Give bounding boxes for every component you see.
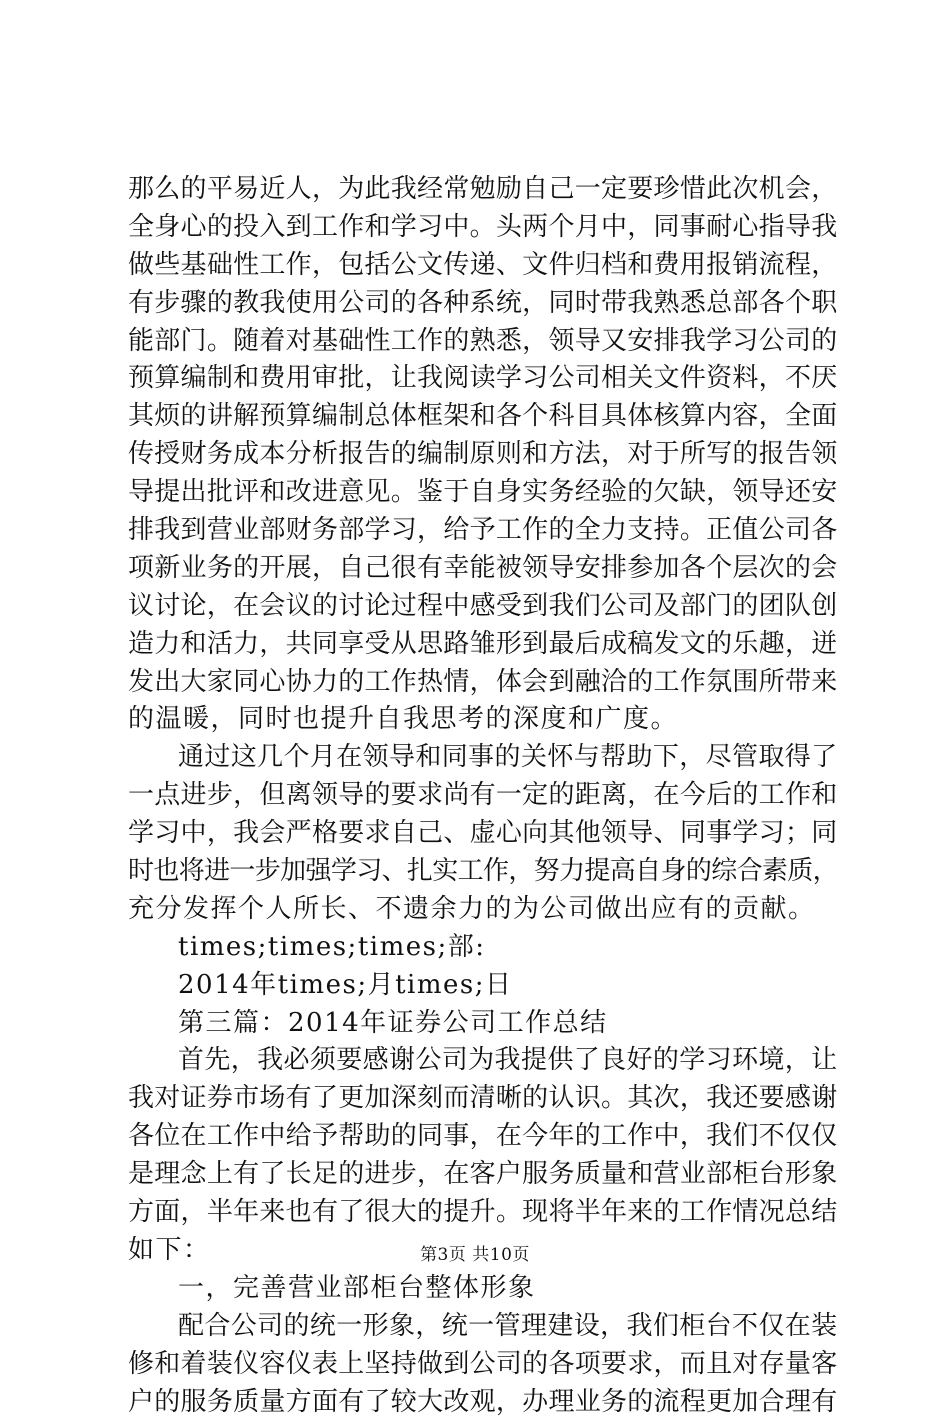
text-line: 能部门。随着对基础性工作的熟悉，领导又安排我学习公司的	[128, 323, 838, 361]
text-line: 一点进步，但离领导的要求尚有一定的距离，在今后的工作和	[128, 777, 838, 815]
text-line: 发出大家同心协力的工作热情，体会到融洽的工作氛围所带来	[128, 664, 838, 702]
text-line: 议讨论，在会议的讨论过程中感受到我们公司及部门的团队创	[128, 588, 838, 626]
text-line: 预算编制和费用审批，让我阅读学习公司相关文件资料，不厌	[128, 360, 838, 398]
text-line: 各位在工作中给予帮助的同事，在今年的工作中，我们不仅仅	[128, 1118, 838, 1156]
text-line: times;times;times;部:	[128, 929, 838, 967]
text-line: 首先，我必须要感谢公司为我提供了良好的学习环境，让	[128, 1042, 838, 1080]
text-line: 配合公司的统一形象，统一管理建设，我们柜台不仅在装	[128, 1308, 838, 1346]
text-line: 造力和活力，共同享受从思路雏形到最后成稿发文的乐趣，迸	[128, 626, 838, 664]
text-line: 有步骤的教我使用公司的各种系统，同时带我熟悉总部各个职	[128, 285, 838, 323]
text-line: 排我到营业部财务部学习，给予工作的全力支持。正值公司各	[128, 512, 838, 550]
document-body	[128, 171, 838, 1421]
text-line: 的温暖，同时也提升自我思考的深度和广度。	[128, 701, 838, 739]
text-line: 我对证券市场有了更加深刻而清晰的认识。其次，我还要感谢	[128, 1080, 838, 1118]
text-line: 通过这几个月在领导和同事的关怀与帮助下，尽管取得了	[128, 739, 838, 777]
text-line: 全身心的投入到工作和学习中。头两个月中，同事耐心指导我	[128, 209, 838, 247]
text-line: 导提出批评和改进意见。鉴于自身实务经验的欠缺，领导还安	[128, 474, 838, 512]
text-line: 传授财务成本分析报告的编制原则和方法，对于所写的报告领	[128, 436, 838, 474]
text-line: 方面，半年来也有了很大的提升。现将半年来的工作情况总结	[128, 1194, 838, 1232]
text-line: 一，完善营业部柜台整体形象	[128, 1270, 838, 1308]
text-line: 是理念上有了长足的进步，在客户服务质量和营业部柜台形象	[128, 1156, 838, 1194]
text-line: 那么的平易近人，为此我经常勉励自己一定要珍惜此次机会，	[128, 171, 838, 209]
text-line: 第三篇：2014年证券公司工作总结	[128, 1005, 838, 1043]
text-line: 项新业务的开展，自己很有幸能被领导安排参加各个层次的会	[128, 550, 838, 588]
text-line: 时也将进一步加强学习、扎实工作，努力提高自身的综合素质，	[128, 853, 838, 891]
text-line: 如下：	[128, 1232, 838, 1270]
text-line: 充分发挥个人所长、不遗余力的为公司做出应有的贡献。	[128, 891, 838, 929]
text-line: 学习中，我会严格要求自己、虚心向其他领导、同事学习；同	[128, 815, 838, 853]
page-footer: 第3页 共10页	[0, 1240, 950, 1265]
text-line: 其烦的讲解预算编制总体框架和各个科目具体核算内容，全面	[128, 398, 838, 436]
text-line: 修和着装仪容仪表上坚持做到公司的各项要求，而且对存量客	[128, 1346, 838, 1384]
text-line: 做些基础性工作，包括公文传递、文件归档和费用报销流程，	[128, 247, 838, 285]
text-line: 2014年times;月times;日	[128, 967, 838, 1005]
text-line: 户的服务质量方面有了较大改观，办理业务的流程更加合理有	[128, 1384, 838, 1421]
